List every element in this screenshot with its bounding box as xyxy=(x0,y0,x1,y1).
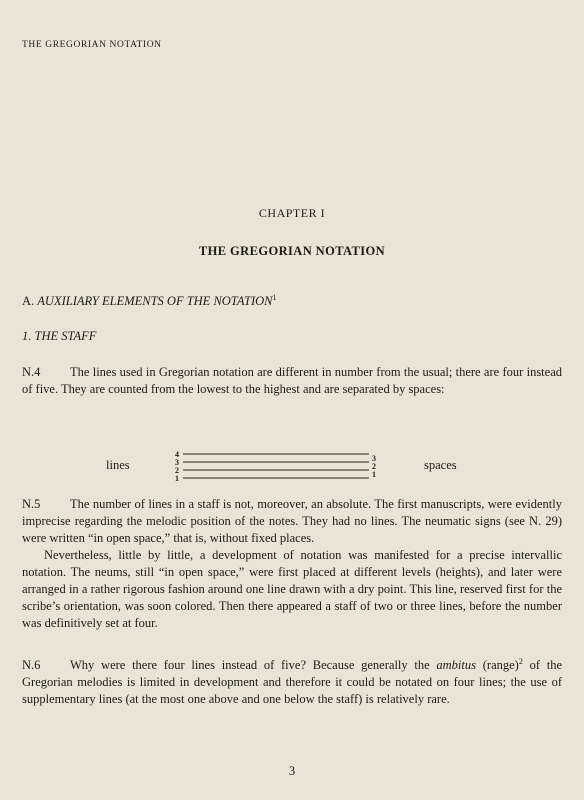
footnote-ref-2: 2 xyxy=(518,656,523,666)
paragraph-number: N.4 xyxy=(22,365,41,379)
section-title: AUXILIARY ELEMENTS OF THE NOTATION xyxy=(37,294,273,308)
staff-figure xyxy=(0,446,584,482)
staff-lines xyxy=(183,454,369,478)
paragraph-n6 xyxy=(22,657,562,708)
line-number-3: 3 xyxy=(175,458,179,467)
space-number-1: 1 xyxy=(372,470,376,479)
section-heading-a xyxy=(22,294,276,309)
paragraph-first xyxy=(22,496,562,547)
ambitus-term: ambitus xyxy=(436,658,476,672)
paragraph-number: N.6 xyxy=(22,658,41,672)
paragraph-text: The lines used in Gregorian notation are different in number from the usual; there are four instead of five. They are counted from the lowest to the highest and are separated by spaces: xyxy=(22,365,562,396)
paragraph-text: Why were there four lines instead of five? Because generally the xyxy=(70,658,437,672)
staff-diagram xyxy=(173,446,383,482)
space-number-3: 3 xyxy=(372,454,376,463)
staff-spaces-label: spaces xyxy=(424,458,457,472)
range-note: (range) xyxy=(476,658,519,672)
paragraph-n5 xyxy=(22,496,562,632)
running-head: THE GREGORIAN NOTATION xyxy=(22,40,162,50)
line-number-1: 1 xyxy=(175,474,179,482)
chapter-title: THE GREGORIAN NOTATION xyxy=(198,244,386,258)
chapter-label: CHAPTER I xyxy=(258,206,326,220)
staff-lines-label: lines xyxy=(106,458,130,472)
line-number-4: 4 xyxy=(175,450,179,459)
paragraph-text: The number of lines in a staff is not, moreover, an absolute. The first manuscripts, were evidently imprecise regarding the melodic position of the notes. They had no lines. The neumatic signs (see N. 29) were written “in open space,” that is, without fixed places. xyxy=(22,497,562,545)
page-number: 3 xyxy=(288,764,296,778)
space-number-2: 2 xyxy=(372,462,376,471)
paragraph-number: N.5 xyxy=(22,497,41,511)
subsection-title: 1. THE STAFF xyxy=(22,329,97,343)
footnote-ref-1: 1 xyxy=(272,292,277,302)
section-letter: A. xyxy=(22,294,38,308)
subsection-heading xyxy=(22,329,96,344)
paragraph-continuation: Nevertheless, little by little, a development of notation was manifested for a precise intervallic notation. The neums, still “in open space,” were first placed at different levels (heights), and later were arranged in a rather rigorous fashion around one line drawn with a dry point. This line, reserved first for the scribe’s orientation, was soon colored. Then there appeared a staff of two or three lines, before the number was definitively set at four. xyxy=(22,548,562,630)
line-number-2: 2 xyxy=(175,466,179,475)
paragraph-n4 xyxy=(22,364,562,398)
paragraph-text-end: of the Gregorian melodies is limited in development and therefore it could be notated on four lines; the use of supplementary lines (at the most one above and one below the staff) is relatively rare. xyxy=(22,658,562,706)
